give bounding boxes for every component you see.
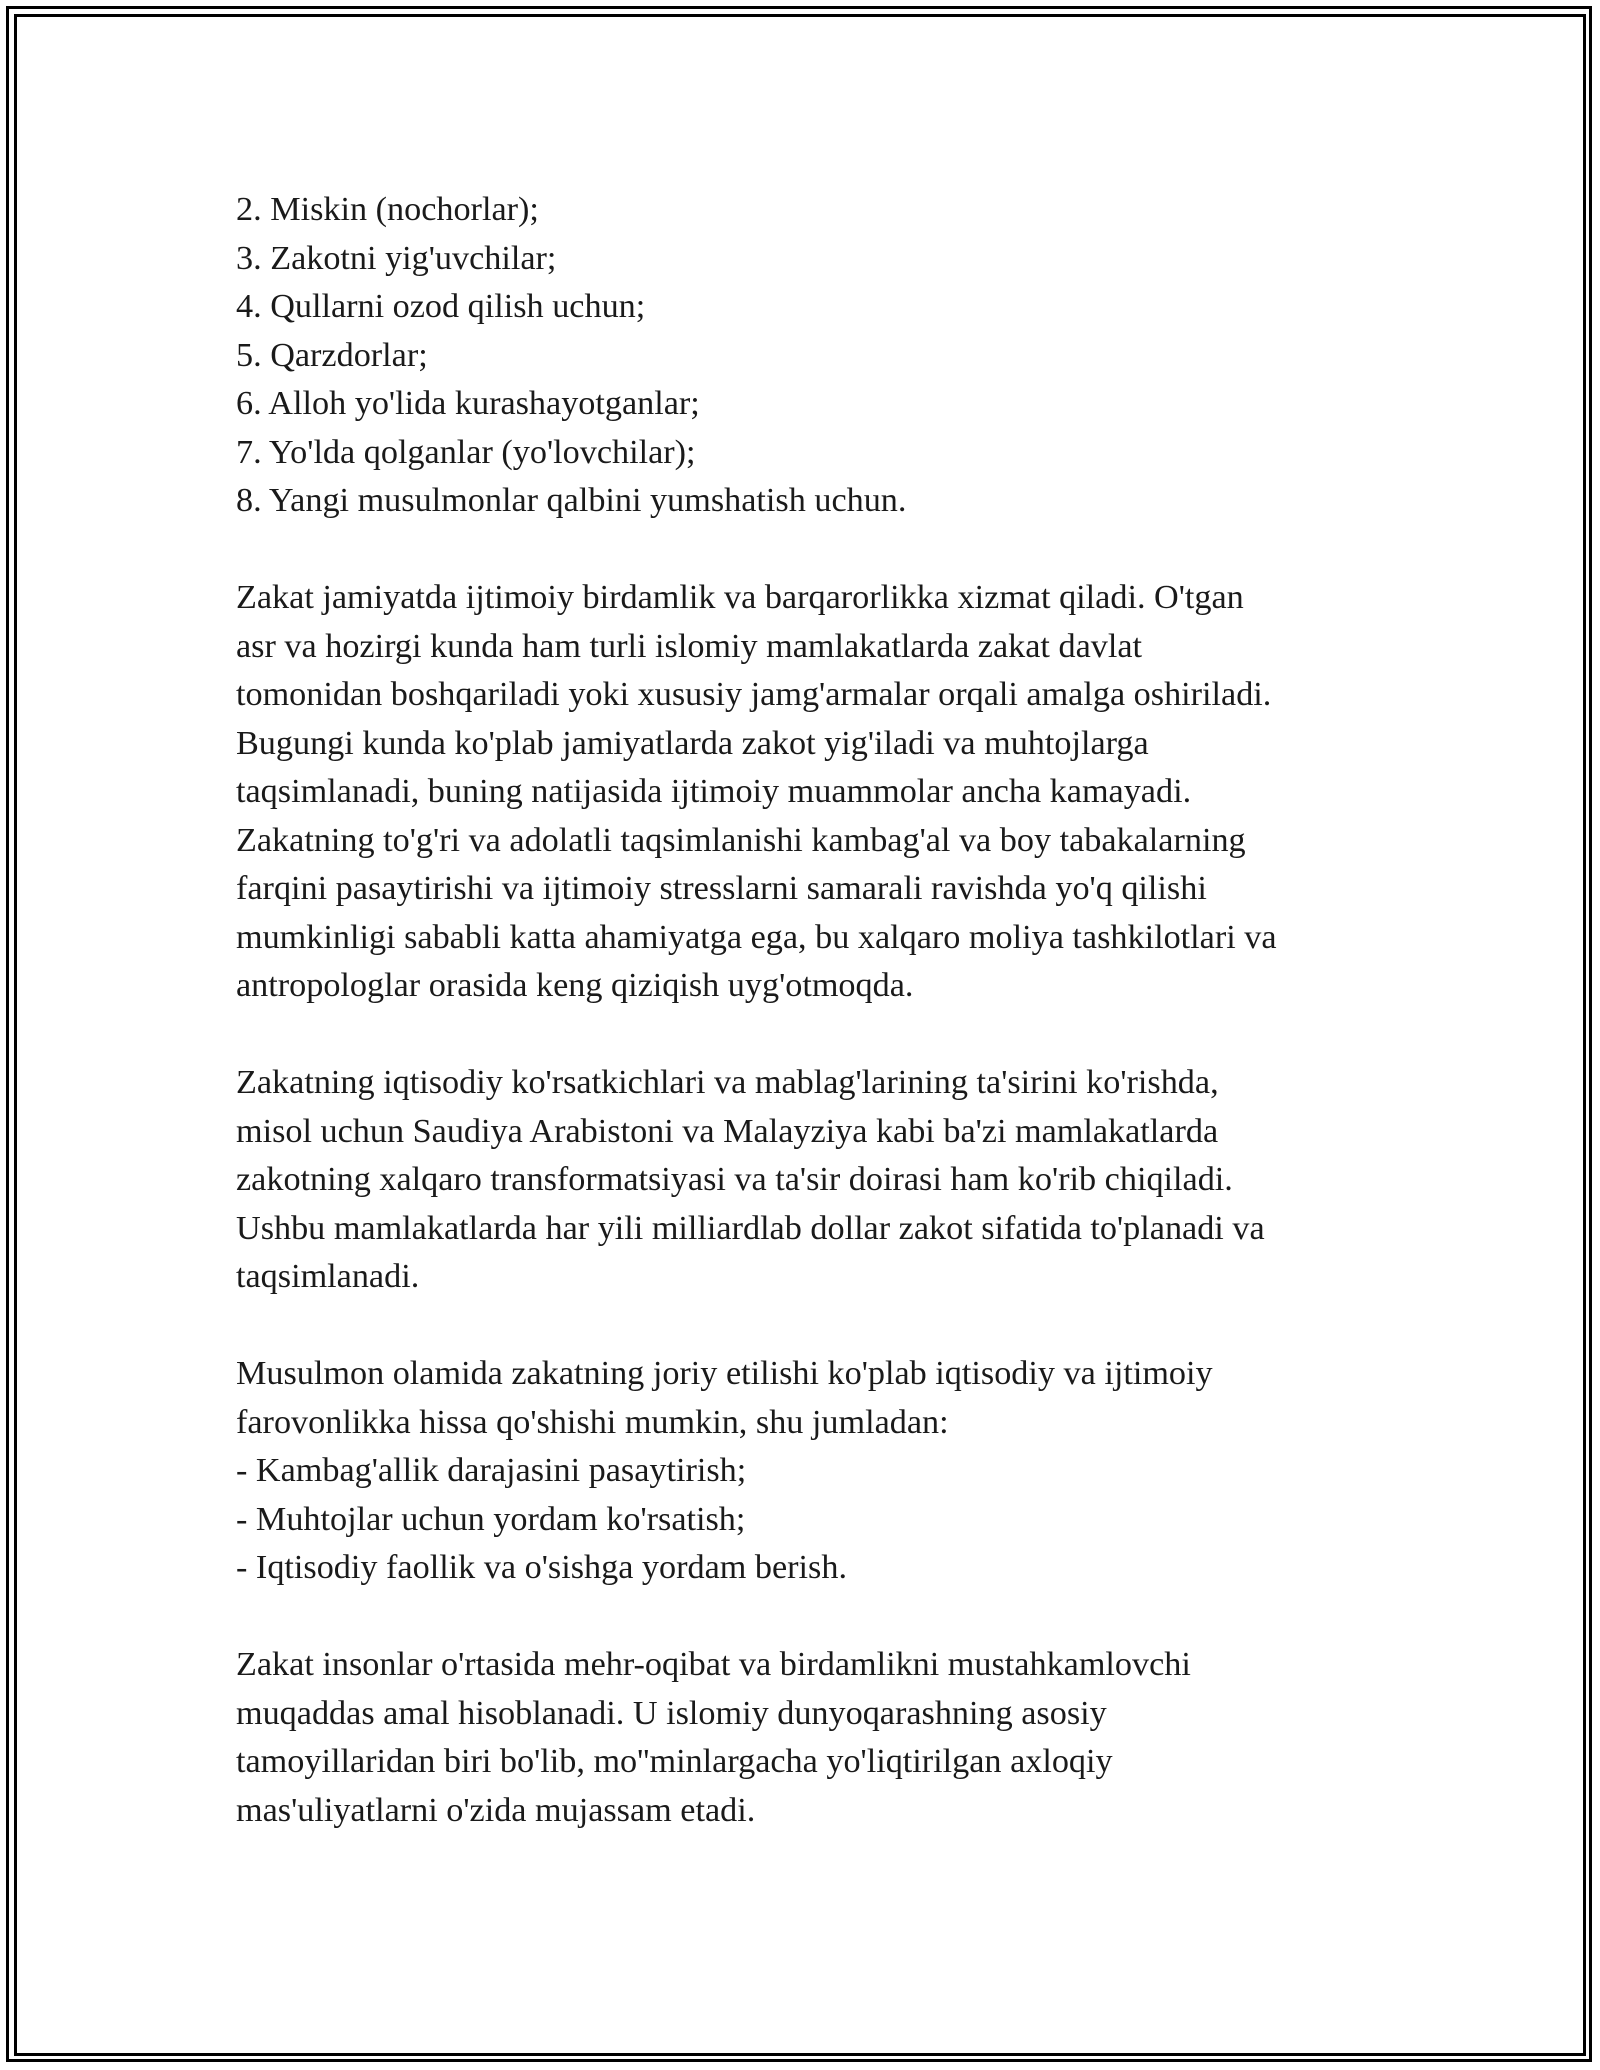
text-line: taqsimlanadi. <box>236 1258 420 1295</box>
text-line: asr va hozirgi kunda ham turli islomiy mamlakatlarda zakat davlat <box>236 627 1143 665</box>
text-line: taqsimlanadi, buning natijasida ijtimoiy muammolar ancha kamayadi. <box>236 773 1192 810</box>
paragraph-muslim-world-benefits <box>236 1350 1386 1593</box>
text-line: muqaddas amal hisoblanadi. U islomiy dunyoqarashning asosiy <box>236 1694 1107 1732</box>
text-line: Zakatning iqtisodiy ko'rsatkichlari va mablag'larining ta'sirini ko'rishda, <box>236 1064 1219 1101</box>
bullet-item: - Muhtojlar uchun yordam ko'rsatish; <box>236 1500 746 1538</box>
paragraph-social-solidarity <box>236 574 1386 1011</box>
paragraph-recipient-list <box>236 186 1386 526</box>
bullet-item: - Kambag'allik darajasini pasaytirish; <box>236 1452 747 1489</box>
text-line: Musulmon olamida zakatning joriy etilishi ko'plab iqtisodiy va ijtimoiy <box>236 1355 1213 1392</box>
text-line: Zakat jamiyatda ijtimoiy birdamlik va barqarorlikka xizmat qiladi. O'tgan <box>236 579 1244 616</box>
bullet-item: - Iqtisodiy faollik va o'sishga yordam berish. <box>236 1549 847 1586</box>
text-line: zakotning xalqaro transformatsiyasi va ta'sir doirasi ham ko'rib chiqiladi. <box>236 1161 1233 1198</box>
paragraph-economic-indicators <box>236 1059 1386 1302</box>
list-item: 7. Yo'lda qolganlar (yo'lovchilar); <box>236 433 696 471</box>
text-line: mas'uliyatlarni o'zida mujassam etadi. <box>236 1791 756 1829</box>
text-line: farovonlikka hissa qo'shishi mumkin, shu jumladan: <box>236 1403 949 1441</box>
text-line: farqini pasaytirishi va ijtimoiy stresslarni samarali ravishda yo'q qilishi <box>236 870 1207 907</box>
list-item: 2. Miskin (nochorlar); <box>236 191 539 228</box>
list-item: 4. Qullarni ozod qilish uchun; <box>236 288 646 325</box>
paragraph-conclusion <box>236 1641 1386 1835</box>
text-line: tamoyillaridan biri bo'lib, mo''minlargacha yo'liqtirilgan axloqiy <box>236 1743 1113 1780</box>
list-item: 5. Qarzdorlar; <box>236 336 428 374</box>
text-line: antropologlar orasida keng qiziqish uyg'otmoqda. <box>236 967 914 1004</box>
list-item: 3. Zakotni yig'uvchilar; <box>236 239 557 277</box>
list-item: 6. Alloh yo'lida kurashayotganlar; <box>236 385 700 422</box>
list-item: 8. Yangi musulmonlar qalbini yumshatish uchun. <box>236 482 907 519</box>
text-line: Bugungi kunda ko'plab jamiyatlarda zakot yig'iladi va muhtojlarga <box>236 724 1149 762</box>
text-line: Zakatning to'g'ri va adolatli taqsimlanishi kambag'al va boy tabakalarning <box>236 821 1246 859</box>
document-body <box>236 186 1386 1835</box>
text-line: mumkinligi sababli katta ahamiyatga ega, bu xalqaro moliya tashkilotlari va <box>236 918 1277 956</box>
text-line: tomonidan boshqariladi yoki xususiy jamg'armalar orqali amalga oshiriladi. <box>236 676 1272 713</box>
text-line: Zakat insonlar o'rtasida mehr-oqibat va birdamlikni mustahkamlovchi <box>236 1646 1191 1683</box>
text-line: Ushbu mamlakatlarda har yili milliardlab dollar zakot sifatida to'planadi va <box>236 1209 1265 1247</box>
text-line: misol uchun Saudiya Arabistoni va Malayziya kabi ba'zi mamlakatlarda <box>236 1112 1219 1150</box>
